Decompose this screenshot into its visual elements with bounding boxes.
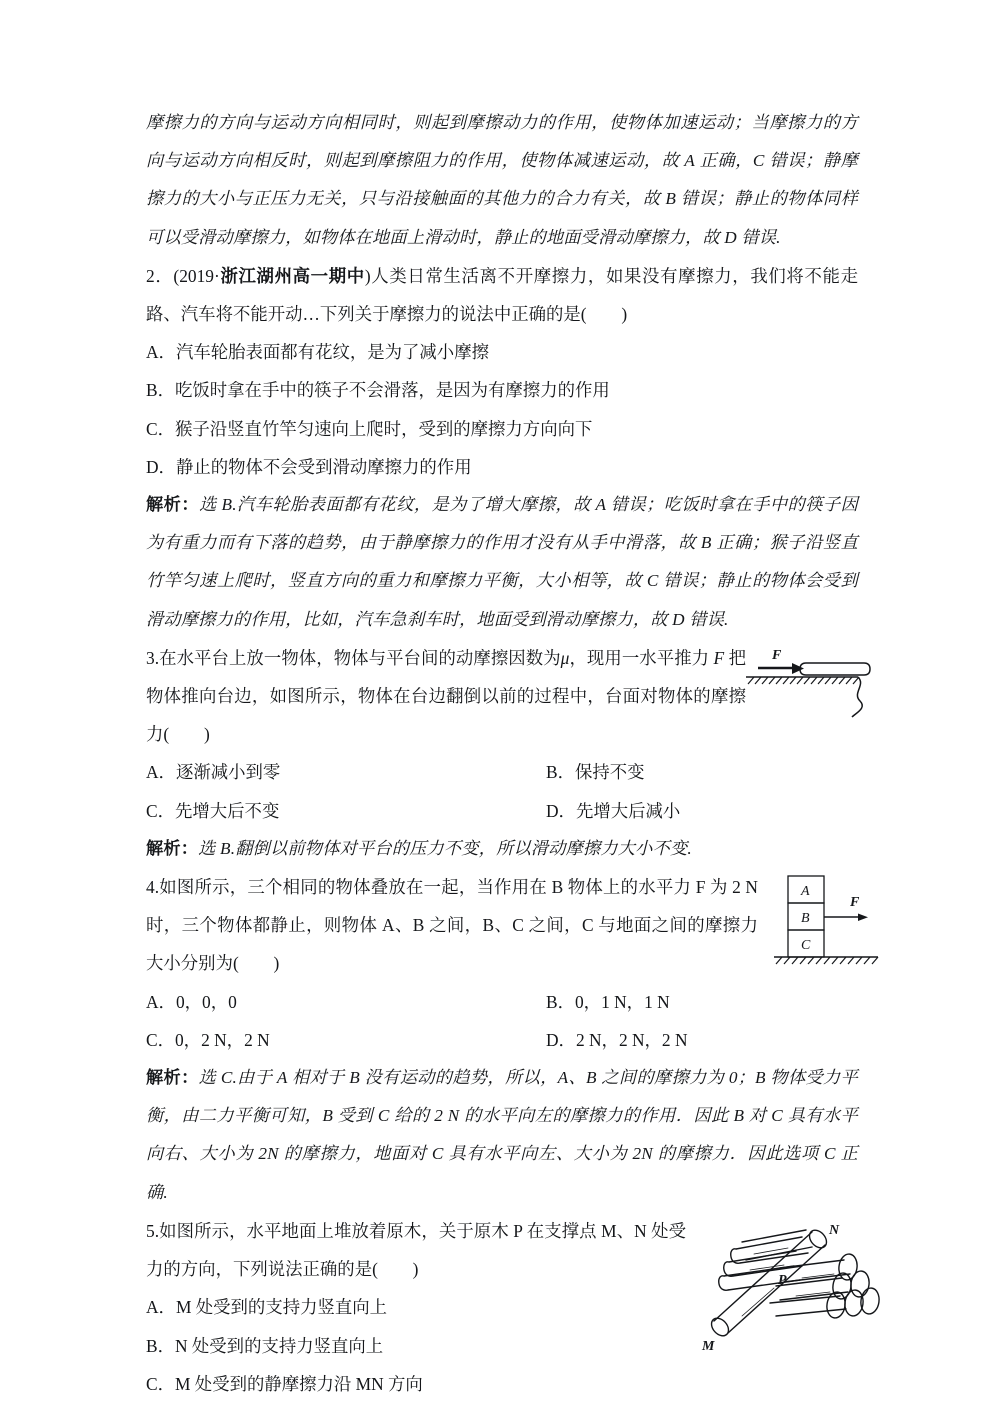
svg-text:C: C bbox=[801, 938, 811, 954]
question-2-stem-text: 人类日常生活离不开摩擦力，如果没有摩擦力，我们将不能走路、汽车将不能开动…下列关于摩擦力的说法中正确的是( ) bbox=[146, 265, 858, 325]
option-b[interactable]: B．N 处受到的支持力竖直向上 bbox=[146, 1335, 384, 1356]
option-c[interactable]: C．先增大后不变 bbox=[146, 800, 280, 821]
option-d[interactable]: D．先增大后减小 bbox=[546, 800, 681, 821]
question-3-options bbox=[146, 753, 858, 829]
option-b[interactable]: B．0，1 N，1 N bbox=[546, 991, 670, 1012]
svg-text:B: B bbox=[801, 911, 810, 927]
question-3-figure bbox=[746, 637, 896, 732]
question-5-stem-text: 如图所示，水平地面上堆放着原木，关于原木 P 在支撑点 M、N 处受力的方向，下列说法正确的是( ) bbox=[146, 1220, 686, 1280]
option-row-ab bbox=[146, 753, 858, 791]
option-row-cd bbox=[146, 792, 858, 830]
question-2-analysis bbox=[146, 486, 858, 639]
question-2-source: 浙江湖州高一期中 bbox=[219, 265, 365, 286]
question-4-number: 4. bbox=[146, 877, 160, 898]
option-b[interactable]: B．保持不变 bbox=[546, 762, 645, 783]
option-c[interactable]: C．M 处受到的静摩擦力沿 MN 方向 bbox=[146, 1373, 423, 1394]
option-a[interactable]: A．汽车轮胎表面都有花纹，是为了减小摩擦 bbox=[146, 342, 489, 363]
option-row-cd bbox=[146, 1021, 858, 1059]
question-3-stem-part1: 在水平台上放一物体，物体与平台间的动摩擦因数为 bbox=[159, 647, 561, 668]
question-5-figure bbox=[684, 1208, 884, 1353]
question-3-stem bbox=[146, 639, 746, 754]
question-4-stem bbox=[146, 868, 758, 983]
answer-1-text: 摩擦力的方向与运动方向相同时，则起到摩擦动力的作用，使物体加速运动；当摩擦力的方向与运动方向相反时，则起到摩擦阻力的作用，使物体减速运动，故 A 正确，C 错误；静摩擦力的大小与正压力无关，只与沿接触面的其他力的合力有关，故 B 错误；静止的物体同样可以受滑动摩擦力，如物体在地面上滑动时，静止的地面受滑动摩擦力，故 D 错误. bbox=[146, 113, 858, 247]
option-d[interactable]: D．静止的物体不会受到滑动摩擦力的作用 bbox=[146, 456, 472, 477]
page-content bbox=[146, 104, 858, 1403]
option-b[interactable]: B．吃饭时拿在手中的筷子不会滑落，是因为有摩擦力的作用 bbox=[146, 380, 610, 401]
analysis-label: 解析： bbox=[146, 838, 199, 858]
analysis-label: 解析： bbox=[146, 495, 200, 515]
option-c[interactable]: C．0，2 N，2 N bbox=[146, 1029, 270, 1050]
question-4-stem-text: 如图所示，三个相同的物体叠放在一起，当作用在 B 物体上的水平力 F 为 2 N 时，三个物体都静止，则物体 A、B 之间，B、C 之间，C 与地面之间的摩擦力大小分别为( ) bbox=[146, 877, 758, 974]
answer-paragraph-1 bbox=[146, 104, 858, 257]
question-5 bbox=[146, 1212, 858, 1403]
question-2-source-close: ) bbox=[364, 265, 371, 286]
svg-text:A: A bbox=[801, 884, 810, 900]
option-a[interactable]: A．逐渐减小到零 bbox=[146, 762, 281, 783]
question-4-figure bbox=[774, 868, 894, 978]
question-3-number: 3. bbox=[146, 647, 160, 668]
question-5-number: 5. bbox=[146, 1220, 160, 1241]
question-2-stem bbox=[146, 257, 858, 333]
question-4-options bbox=[146, 983, 858, 1059]
question-3 bbox=[146, 639, 858, 868]
question-2 bbox=[146, 257, 858, 639]
option-a[interactable]: A．M 处受到的支持力竖直向上 bbox=[146, 1297, 388, 1318]
force-symbol: F bbox=[713, 647, 725, 668]
svg-text:F: F bbox=[772, 647, 782, 663]
question-4-analysis bbox=[146, 1059, 858, 1212]
question-2-options bbox=[146, 333, 858, 486]
svg-text:N: N bbox=[829, 1222, 840, 1238]
option-c[interactable]: C．猴子沿竖直竹竿匀速向上爬时，受到的摩擦力方向向下 bbox=[146, 418, 593, 439]
question-2-number: 2． bbox=[146, 265, 174, 286]
question-3-stem-part3: 把物体推向台边，如图所示，物体在台边翻倒以前的过程中，台面对物体的摩擦力( ) bbox=[146, 647, 746, 745]
analysis-text: 选 C.由于 A 相对于 B 没有运动的趋势，所以，A、B 之间的摩擦力为 0；B 物体受力平衡，由二力平衡可知，B 受到 C 给的 2 N 的水平向左的摩擦力的作用．因此 B 对 C 具有水平向右、大小为 2N 的摩擦力，地面对 C 具有水平向左、大小为 2N 的摩擦力．因此选项 C 正确. bbox=[146, 1068, 858, 1202]
question-3-stem-part2: ，现用一水平推力 bbox=[569, 647, 714, 668]
question-3-analysis bbox=[146, 830, 858, 868]
question-4 bbox=[146, 868, 858, 1212]
svg-text:P: P bbox=[778, 1272, 787, 1288]
svg-text:M: M bbox=[702, 1338, 715, 1353]
question-2-source-open: (2019· bbox=[173, 265, 220, 286]
question-5-stem bbox=[146, 1212, 686, 1288]
option-d[interactable]: D．2 N，2 N，2 N bbox=[546, 1029, 688, 1050]
option-row-ab bbox=[146, 983, 858, 1021]
svg-text:F: F bbox=[850, 895, 860, 911]
analysis-label: 解析： bbox=[146, 1068, 199, 1088]
analysis-text: 选 B.翻倒以前物体对平台的压力不变，所以滑动摩擦力大小不变. bbox=[198, 838, 692, 858]
option-a[interactable]: A．0，0，0 bbox=[146, 991, 237, 1012]
analysis-text: 选 B.汽车轮胎表面都有花纹，是为了增大摩擦，故 A 错误；吃饭时拿在手中的筷子因为有重力而有下落的趋势，由于静摩擦力的作用才没有从手中滑落，故 B 正确；猴子沿竖直竹竿匀速上爬时，竖直方向的重力和摩擦力平衡，大小相等，故 C 错误；静止的物体会受到滑动摩擦力的作用，比如，汽车急刹车时，地面受到滑动摩擦力，故 D 错误. bbox=[146, 495, 858, 629]
mu-symbol: μ bbox=[560, 647, 570, 668]
